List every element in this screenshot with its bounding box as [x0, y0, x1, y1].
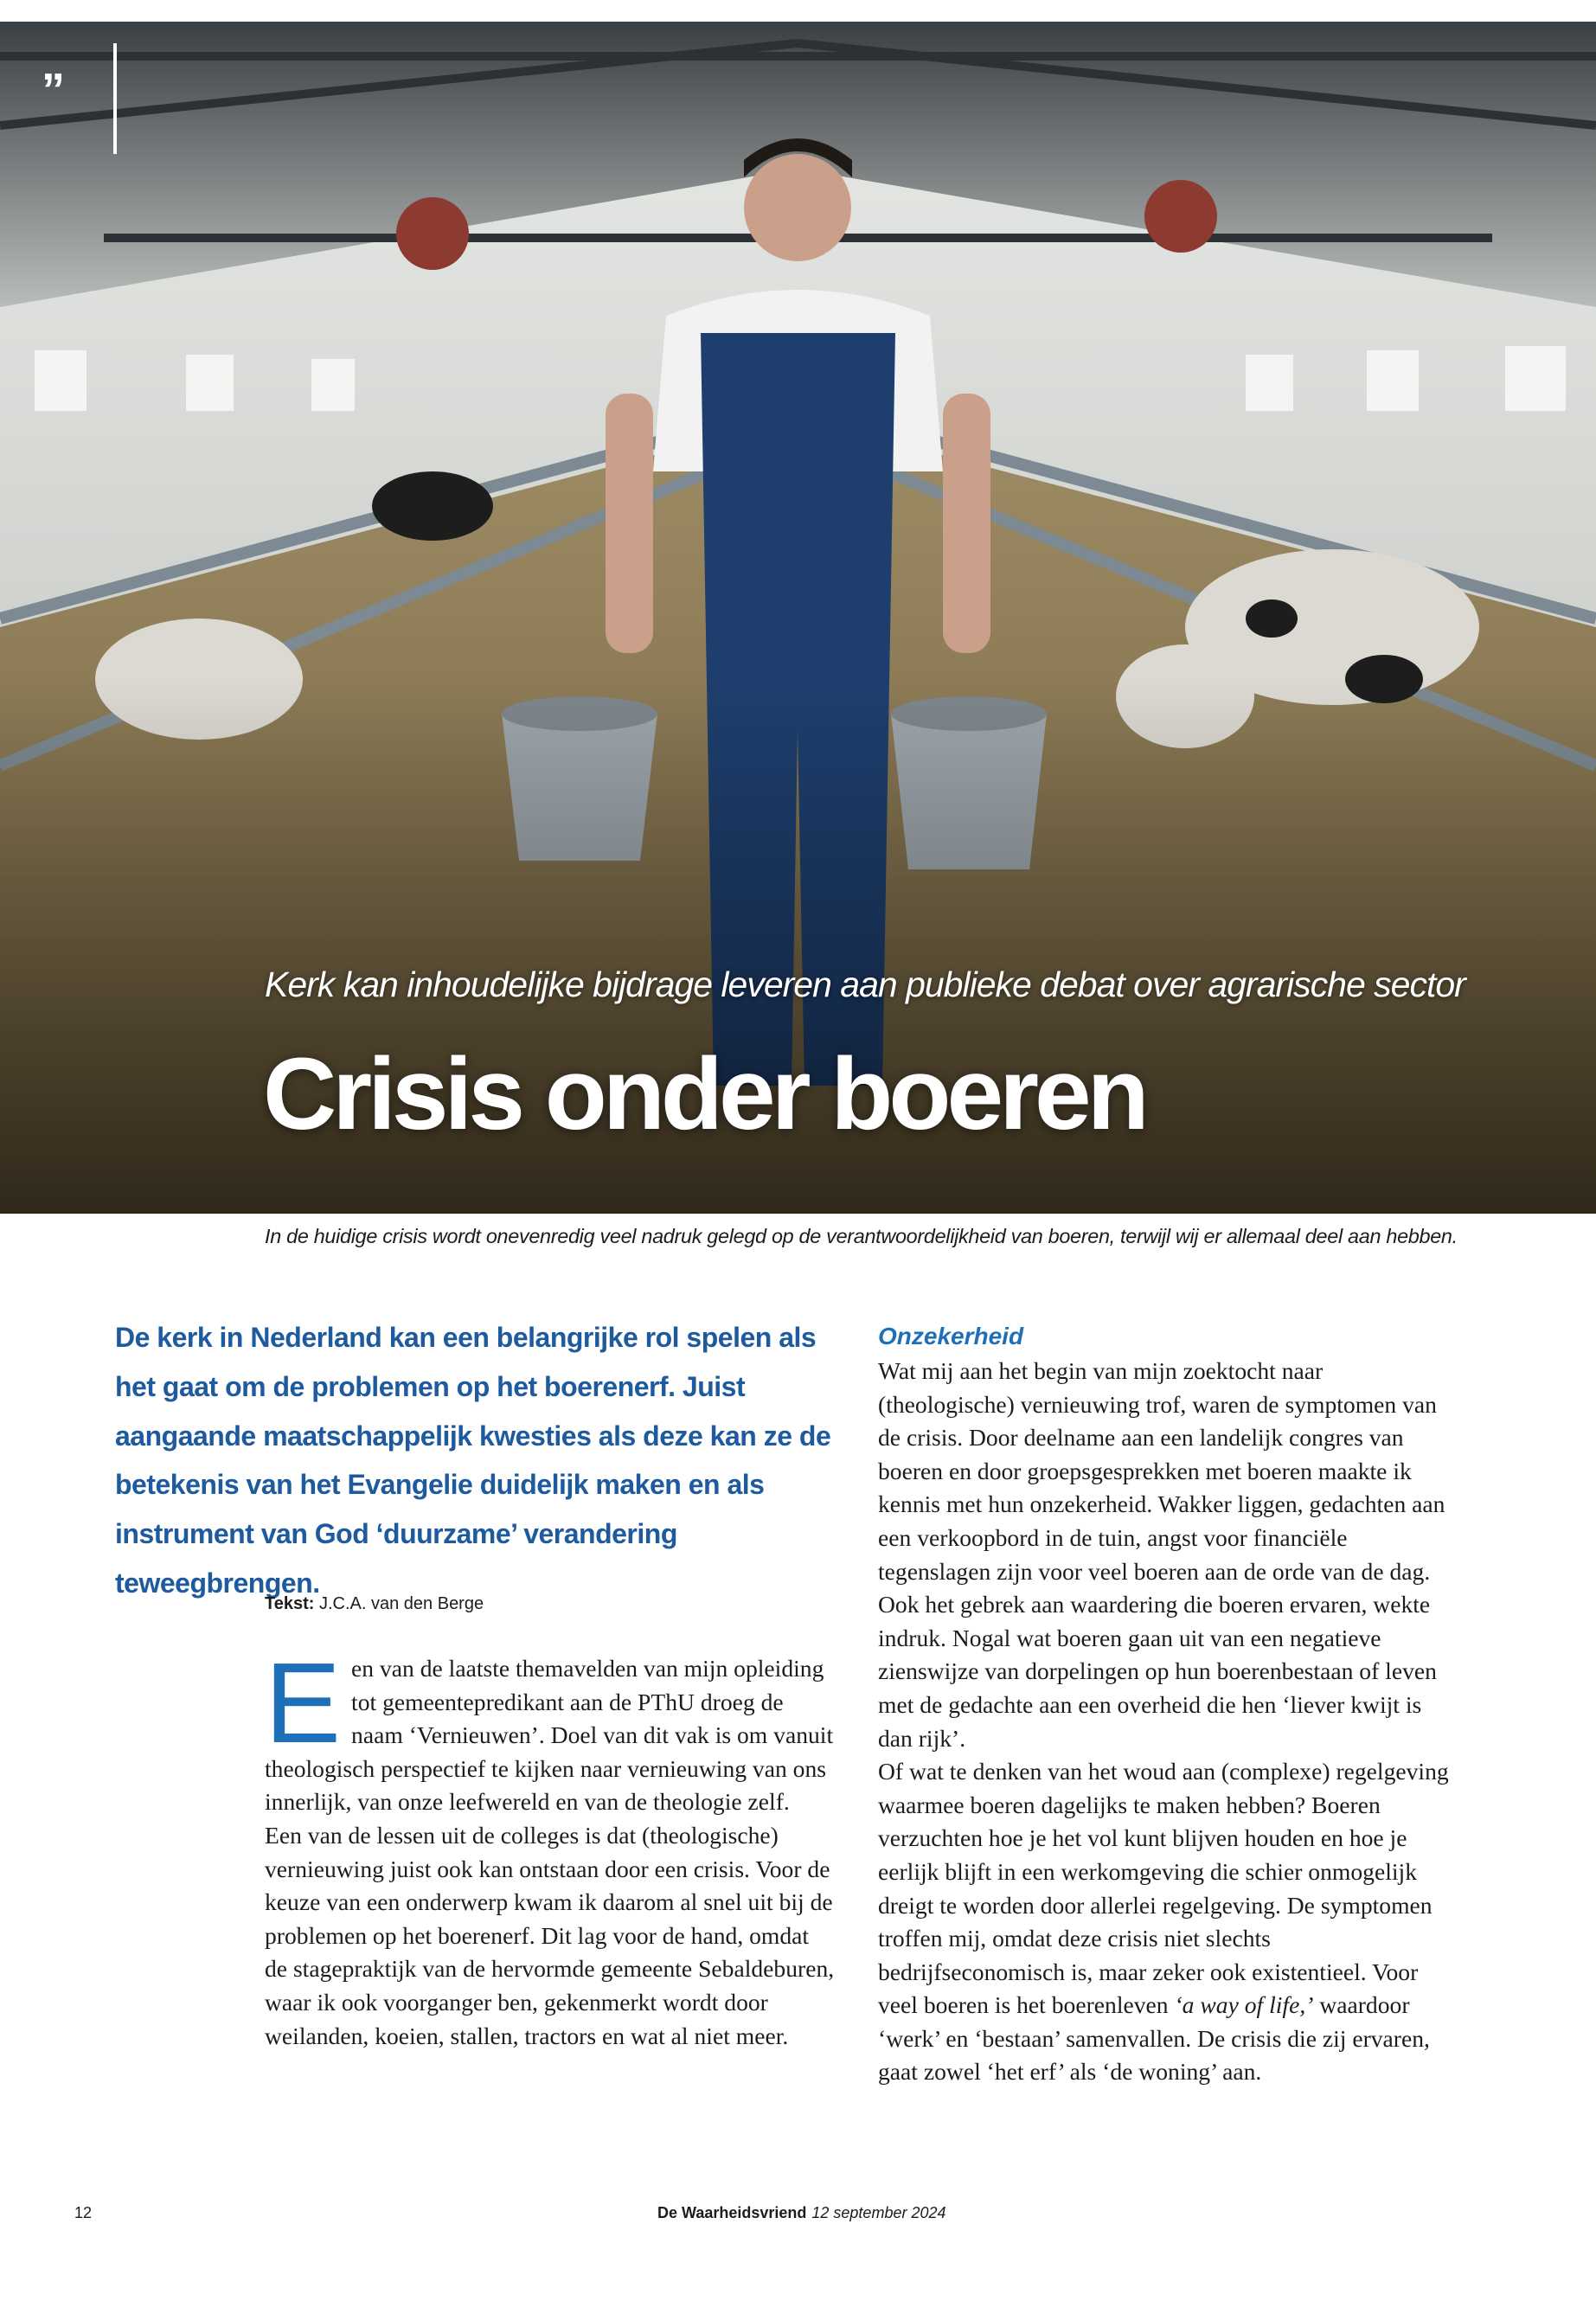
byline-author: J.C.A. van den Berge	[318, 1594, 484, 1613]
page-title: Crisis onder boeren	[263, 1037, 1145, 1151]
hero-photo	[0, 22, 1596, 1214]
drop-cap: E	[265, 1639, 342, 1766]
lead-paragraph: De kerk in Nederland kan een belangrijke rol spelen als het gaat om de problemen op het boerenerf. Juist aangaande maatschappelijk kwesties als deze kan ze de betekenis van het Evangelie duidelijk maken en als instrument van God ‘duurzame’ verandering teweegbrengen.	[115, 1322, 831, 1599]
photo-caption: In de huidige crisis wordt onevenredig veel nadruk gelegd op de verantwoordelijkheid van boeren, terwijl wij er allemaal deel aan hebben.	[265, 1225, 1458, 1247]
body-paragraph: en van de laatste themavelden van mijn opleiding tot gemeentepredikant aan de PThU droeg de naam ‘Vernieuwen’. Doel van dit vak is om vanuit theologisch perspectief te kijken naar vernieuwing van ons innerlijk, van onze leefwereld en van de theologie zelf.	[265, 1655, 834, 1816]
body-column-left	[265, 1639, 837, 2053]
body-text: Of wat te denken van het woud aan (complexe) regelgeving waarmee boeren dagelijks te maken hebben? Boeren verzuchten hoe je het vol kunt blijven houden en hoe je eerlijk blijft in een werkomgeving die schier onmogelijk dreigt te worden door allerlei regelgeving. De symptomen troffen mij, omdat deze crisis niet slechts bedrijfseconomisch is, maar zeker ook existentieel. Voor veel boeren is het boerenleven	[878, 1758, 1449, 2019]
barn-illustration	[0, 22, 1596, 1214]
quote-mark-icon: ”	[42, 64, 65, 116]
body-column-right	[878, 1355, 1451, 2089]
body-paragraph	[878, 1755, 1451, 2089]
quote-rule	[113, 43, 117, 154]
section-subhead: Onzekerheid	[878, 1323, 1024, 1349]
body-paragraph: Wat mij aan het begin van mijn zoektocht naar (theologische) vernieuwing trof, waren de symptomen van de crisis. Door deelname aan een landelijk congres van boeren en door groepsgesprekken met boeren maakte ik kennis met hun onzekerheid. Wakker liggen, gedachten aan een verkoopbord in de tuin, angst voor financiële tegenslagen zijn voor veel boeren aan de orde van de dag. Ook het gebrek aan waardering die boeren ervaren, wekte indruk. Nogal wat boeren gaan uit van een negatieve zienswijze van dorpelingen op hun boerenbestaan of leven met de gedachte aan een overheid die hen ‘liever kwijt is dan rijk’.	[878, 1357, 1445, 1752]
body-text: waardoor ‘werk’ en ‘bestaan’ samenvallen. De crisis die zij ervaren, gaat zowel ‘het erf’ als ‘de woning’ aan.	[878, 1991, 1430, 2086]
italic-phrase: ‘a way of life,’	[1174, 1991, 1314, 2019]
body-paragraph: Een van de lessen uit de colleges is dat (theologische) vernieuwing juist ook kan ontstaan door een crisis. Voor de keuze van een onderwerp kwam ik daarom al snel uit bij de problemen op het boerenerf. Dit lag voor de hand, omdat de stagepraktijk van de hervormde gemeente Sebaldeburen, waar ik ook voorganger ben, gekenmerkt wordt door weilanden, koeien, stallen, tractors en wat al niet meer.	[265, 1821, 835, 2049]
publication-date: 12 september 2024	[811, 2204, 946, 2221]
byline-label: Tekst:	[265, 1594, 315, 1613]
kicker: Kerk kan inhoudelijke bijdrage leveren aan publieke debat over agrarische sector	[265, 965, 1465, 1004]
publication-name: De Waarheidsvriend	[657, 2204, 807, 2221]
page-number: 12	[74, 2204, 93, 2221]
byline	[265, 1594, 484, 1614]
publication-footer	[657, 2204, 946, 2222]
